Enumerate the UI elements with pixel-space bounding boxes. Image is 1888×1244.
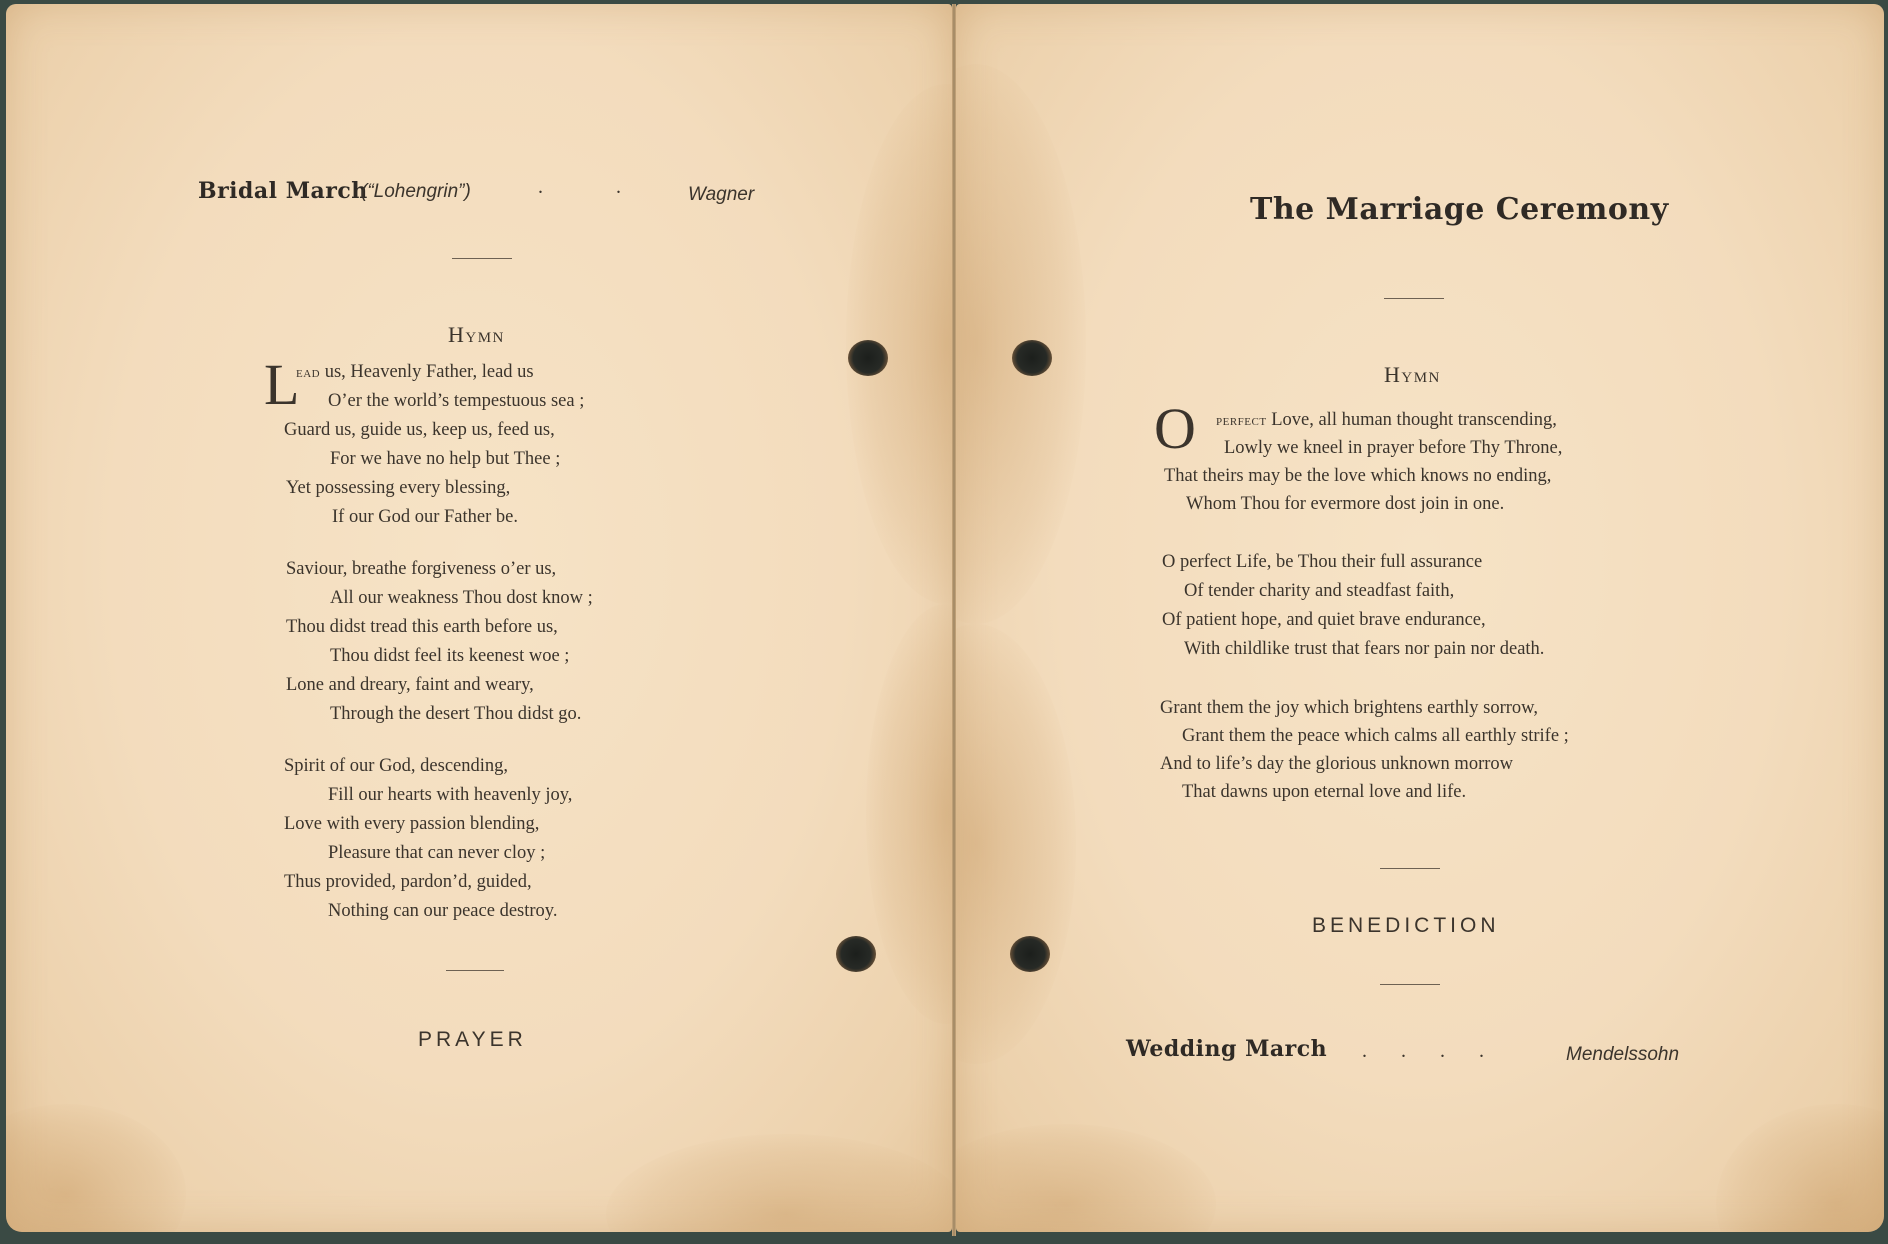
- left-hymn-line: Through the desert Thou didst go.: [330, 704, 582, 724]
- program-spread: [6, 4, 1884, 1236]
- left-hymn-line: If our God our Father be.: [332, 507, 518, 527]
- right-hymn-line: That theirs may be the love which knows no ending,: [1164, 466, 1552, 486]
- left-hymn-line: Saviour, breathe forgiveness o’er us,: [286, 559, 557, 579]
- prayer-heading: PRAYER: [418, 1028, 527, 1051]
- leader-dots: . .: [538, 176, 655, 198]
- left-hymn-line: Spirit of our God, descending,: [284, 756, 509, 776]
- left-hymn-heading: Hymn: [448, 322, 505, 347]
- left-hymn-dropcap: L: [264, 352, 300, 417]
- wedding-march-title: Wedding March: [1126, 1036, 1328, 1062]
- left-hymn-line: Pleasure that can never cloy ;: [328, 843, 546, 863]
- right-hymn-line: Grant them the joy which brightens earthly sorrow,: [1160, 698, 1538, 718]
- right-hymn-line: And to life’s day the glorious unknown morrow: [1160, 754, 1513, 774]
- benediction-heading: BENEDICTION: [1312, 914, 1500, 937]
- right-hymn-smallcaps: perfect: [1216, 413, 1267, 429]
- right-hymn-line: Whom Thou for evermore dost join in one.: [1186, 494, 1505, 514]
- divider-rule: [452, 258, 512, 259]
- binding-hole: [1012, 340, 1052, 376]
- right-hymn-line: Of patient hope, and quiet brave endurance,: [1162, 610, 1486, 630]
- right-hymn-heading: Hymn: [1384, 362, 1441, 387]
- left-page: [6, 4, 952, 1232]
- left-hymn-first-line-rest: us, Heavenly Father, lead us: [324, 362, 534, 382]
- left-hymn-line: For we have no help but Thee ;: [330, 449, 561, 469]
- left-hymn-line: Fill our hearts with heavenly joy,: [328, 785, 573, 805]
- left-hymn-line: Thou didst feel its keenest woe ;: [330, 646, 570, 666]
- left-hymn-line: O’er the world’s tempestuous sea ;: [328, 391, 585, 411]
- divider-rule: [446, 970, 504, 971]
- binding-hole: [836, 936, 876, 972]
- right-hymn-first-line-rest: Love, all human thought transcending,: [1271, 410, 1557, 430]
- left-hymn-line: Nothing can our peace destroy.: [328, 901, 558, 921]
- left-hymn-line: Yet possessing every blessing,: [286, 478, 511, 498]
- left-hymn-line: Love with every passion blending,: [284, 814, 540, 834]
- divider-rule: [1380, 868, 1440, 869]
- left-hymn-line-1: [296, 362, 534, 383]
- right-hymn-line: That dawns upon eternal love and life.: [1182, 782, 1467, 802]
- left-hymn-line: Thou didst tread this earth before us,: [286, 617, 558, 637]
- right-hymn-line: With childlike trust that fears nor pain nor death.: [1184, 639, 1545, 659]
- right-hymn-line: O perfect Life, be Thou their full assurance: [1162, 552, 1483, 572]
- divider-rule: [1384, 298, 1444, 299]
- bridal-march-composer: Wagner: [688, 184, 755, 205]
- binding-hole: [848, 340, 888, 376]
- left-hymn-line: Guard us, guide us, keep us, feed us,: [284, 420, 555, 440]
- left-hymn-smallcaps: ead: [296, 365, 321, 381]
- right-hymn-line: Grant them the peace which calms all earthly strife ;: [1182, 726, 1569, 746]
- leader-dots: ....: [1362, 1040, 1518, 1062]
- right-hymn-line: Lowly we kneel in prayer before Thy Throne,: [1224, 438, 1563, 458]
- left-hymn-line: Lone and dreary, faint and weary,: [286, 675, 534, 695]
- right-hymn-line: Of tender charity and steadfast faith,: [1184, 581, 1455, 601]
- right-page: [956, 4, 1884, 1232]
- bridal-march-work: (“Lohengrin”): [361, 181, 471, 202]
- left-hymn-line: Thus provided, pardon’d, guided,: [284, 872, 532, 892]
- right-hymn-line-1: [1216, 410, 1557, 431]
- binding-hole: [1010, 936, 1050, 972]
- ceremony-title: The Marriage Ceremony: [1250, 192, 1669, 227]
- right-hymn-dropcap: O: [1154, 396, 1196, 461]
- wedding-march-composer: Mendelssohn: [1566, 1044, 1680, 1065]
- bridal-march-title: Bridal March: [198, 178, 368, 204]
- left-hymn-line: All our weakness Thou dost know ;: [330, 588, 593, 608]
- divider-rule: [1380, 984, 1440, 985]
